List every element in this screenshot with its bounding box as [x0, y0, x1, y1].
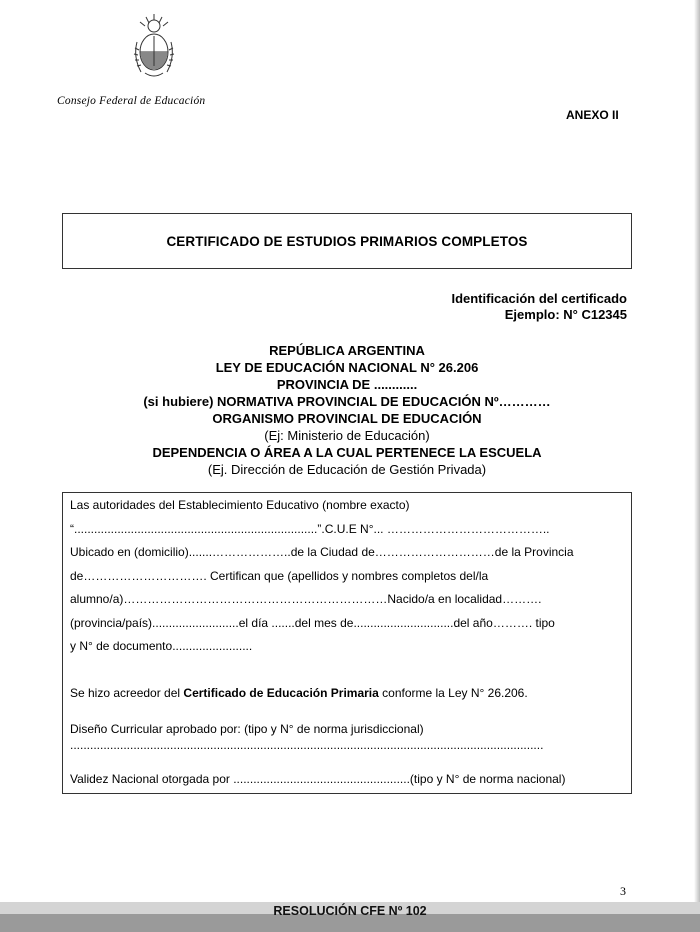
organism-example: (Ej: Ministerio de Educación) — [264, 428, 430, 443]
award-name: Certificado de Educación Primaria — [183, 685, 379, 700]
award-prefix: Se hizo acreedor del — [70, 685, 184, 700]
organism-line: ORGANISMO PROVINCIAL DE EDUCACIÓN — [212, 411, 482, 426]
cert-id-example: Ejemplo: N° C12345 — [504, 307, 627, 322]
certificate-identification — [451, 291, 627, 323]
body-line-6: (provincia/país)..........................el día .......del mes de..............................del año………. tipo — [70, 615, 555, 630]
footer-resolution: RESOLUCIÓN CFE Nº 102 — [273, 904, 427, 918]
province-line: PROVINCIA DE ............ — [276, 377, 418, 392]
award-line — [70, 682, 631, 706]
body-line-7: y N° de documento........................ — [70, 639, 253, 653]
issuer-block — [62, 342, 632, 478]
dependency-line: DEPENDENCIA O ÁREA A LA CUAL PERTENECE LA ESCUELA — [152, 445, 542, 460]
body-line-4: de…………………………. Certifican que (apellidos y nombres completos del/la — [70, 568, 489, 583]
dependency-example: (Ej. Dirección de Educación de Gestión Privada) — [207, 462, 487, 477]
organization-name: Consejo Federal de Educación — [57, 95, 206, 107]
body-line-2: “.........................................................................”.C.U.E N°... ………………………………….. — [70, 521, 550, 536]
republic-line: REPÚBLICA ARGENTINA — [269, 343, 425, 358]
award-suffix: conforme la Ley N° 26.206. — [378, 685, 528, 700]
validity-line: Validez Nacional otorgada por .....................................................(tipo y N° de norma nacional) — [70, 772, 566, 786]
body-line-1: Las autoridades del Establecimiento Educativo (nombre exacto) — [70, 498, 410, 512]
normative-prefix: (si hubiere) — [143, 394, 218, 409]
page-number: 3 — [620, 884, 626, 898]
normative-text: NORMATIVA PROVINCIAL DE EDUCACIÓN Nº………… — [217, 394, 551, 409]
page-edge-shadow — [694, 0, 700, 932]
cert-id-label: Identificación del certificado — [451, 291, 627, 306]
argentina-coat-of-arms-icon — [131, 12, 177, 82]
body-line-5: alumno/a)…………………………………………………………Nacido/a en localidad………. — [70, 592, 542, 606]
law-line: LEY DE EDUCACIÓN NACIONAL N° 26.206 — [215, 360, 479, 375]
normative-line — [62, 393, 632, 410]
certificate-body — [62, 492, 632, 794]
curriculum-line: Diseño Curricular aprobado por: (tipo y N° de norma jurisdiccional) — [70, 722, 424, 736]
body-line-3: Ubicado en (domicilio).......………………..de la Ciudad de…………………………de la Provincia — [70, 545, 574, 559]
curriculum-dots: .............................................................................................................................................. — [70, 738, 544, 752]
annex-label: ANEXO II — [566, 108, 619, 122]
certificate-title: CERTIFICADO DE ESTUDIOS PRIMARIOS COMPLETOS — [62, 213, 632, 269]
